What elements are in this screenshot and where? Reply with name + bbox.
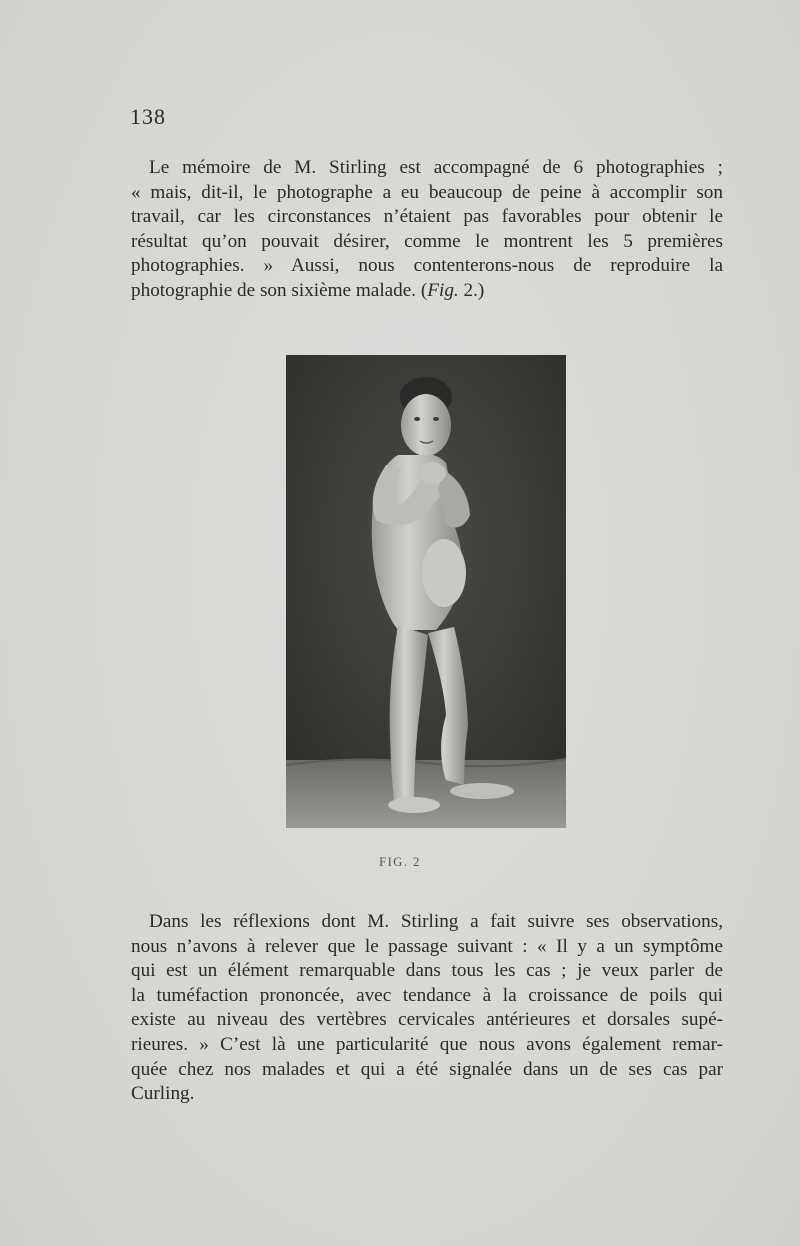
figure-reference: Fig. xyxy=(427,279,459,301)
paragraph-2-line: quée chez nos malades et qui a été signalée dans un de ses cas par xyxy=(131,1058,723,1080)
paragraph-1-last-line-text: photographie de son sixième malade. ( xyxy=(131,279,428,301)
child-photo-illustration xyxy=(286,355,566,828)
paragraph-2-line: nous n’avons à relever que le passage suivant : « Il y a un symptôme xyxy=(131,935,723,957)
paragraph-1-line: photographies. » Aussi, nous contenterons-nous de reproduire la xyxy=(131,255,723,277)
paragraph-1-line: résultat qu’on pouvait désirer, comme le montrent les 5 premières xyxy=(131,230,723,252)
paragraph-1 xyxy=(131,156,723,304)
paragraph-2-line: qui est un élément remarquable dans tous les cas ; je veux parler de xyxy=(131,960,723,982)
figure-photograph xyxy=(286,355,566,828)
paragraph-2-line: rieures. » C’est là une particularité que nous avons également remar- xyxy=(131,1033,723,1055)
figure-reference-number: 2.) xyxy=(458,279,485,301)
paragraph-2-line: la tuméfaction prononcée, avec tendance à la croissance de poils qui xyxy=(131,984,723,1006)
paragraph-2-line: Dans les réflexions dont M. Stirling a fait suivre ses observations, xyxy=(149,911,723,932)
paragraph-2-line: existe au niveau des vertèbres cervicales antérieures et dorsales supé- xyxy=(131,1009,723,1031)
paragraph-2-line: Curling. xyxy=(131,1083,195,1105)
paragraph-1-line: Le mémoire de M. Stirling est accompagné de 6 photographies ; xyxy=(149,157,723,178)
paragraph-1-last-line xyxy=(131,279,723,304)
paragraph-1-line: « mais, dit-il, le photographe a eu beaucoup de peine à accomplir son xyxy=(131,181,723,203)
paragraph-1-line: travail, car les circonstances n’étaient pas favorables pour obtenir le xyxy=(131,206,723,228)
page-number: 138 xyxy=(130,104,166,129)
figure-caption: FIG. 2 xyxy=(379,855,421,869)
paragraph-2 xyxy=(131,910,723,1107)
